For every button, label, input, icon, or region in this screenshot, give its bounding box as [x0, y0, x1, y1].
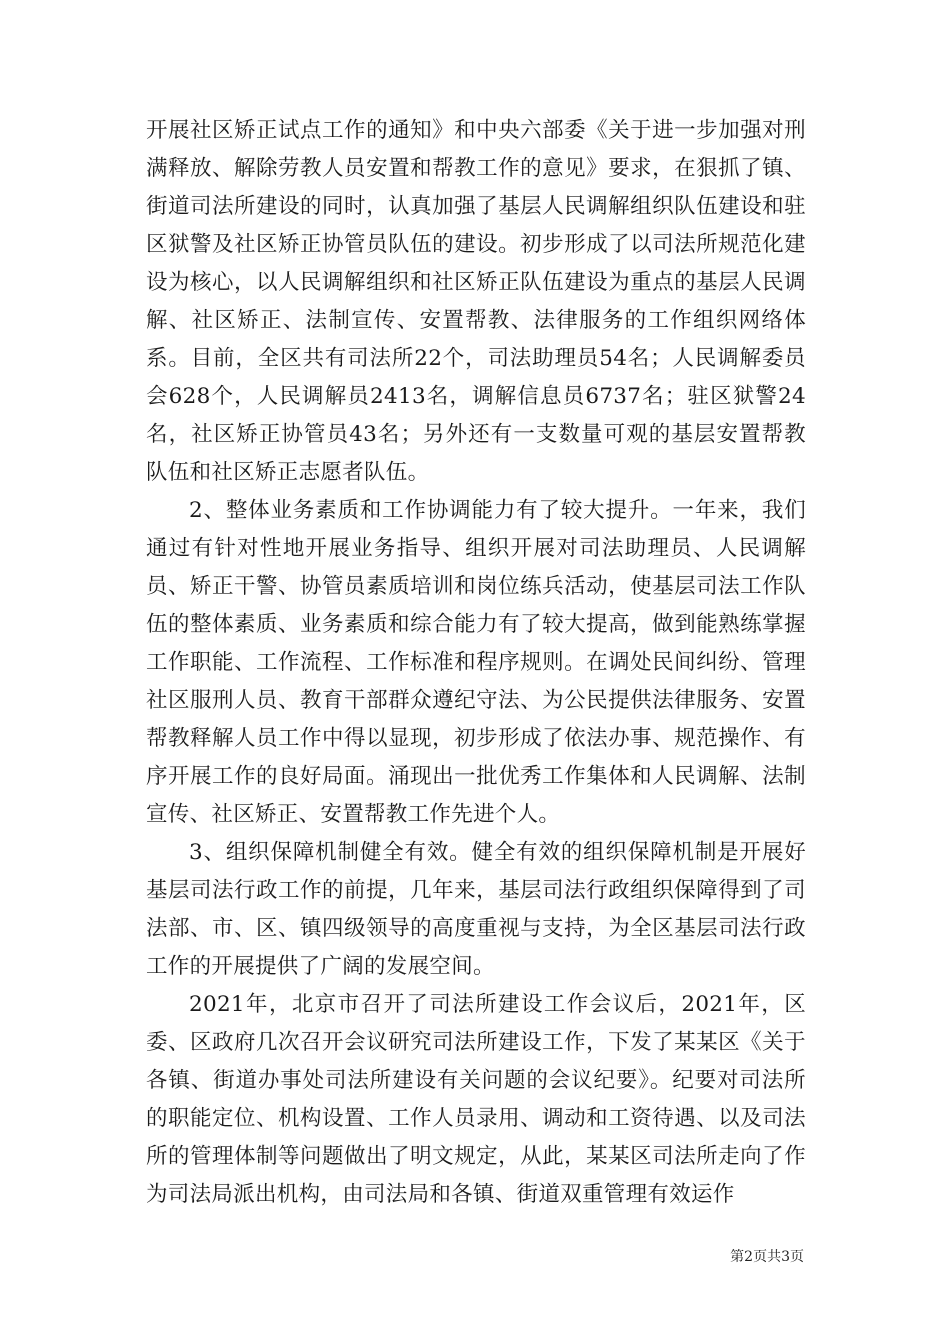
page-number-footer: 第2页共3页 [730, 1249, 804, 1265]
paragraph-point-2: 2、整体业务素质和工作协调能力有了较大提升。一年来，我们通过有针对性地开展业务指导、组织开展对司法助理员、人民调解员、矫正干警、协管员素质培训和岗位练兵活动，使基层司法工作队伍的整体素质、业务素质和综合能力有了较大提高，做到能熟练掌握工作职能、工作流程、工作标准和程序规则。在调处民间纠纷、管理社区服刑人员、教育干部群众遵纪守法、为公民提供法律服务、安置帮教释解人员工作中得以显现，初步形成了依法办事、规范操作、有序开展工作的良好局面。涌现出一批优秀工作集体和人民调解、法制宣传、社区矫正、安置帮教工作先进个人。 [146, 498, 806, 827]
document-body [146, 112, 806, 1214]
paragraph-continuation: 开展社区矫正试点工作的通知》和中央六部委《关于进一步加强对刑满释放、解除劳教人员安置和帮教工作的意见》要求，在狠抓了镇、街道司法所建设的同时，认真加强了基层人民调解组织队伍建设和驻区狱警及社区矫正协管员队伍的建设。初步形成了以司法所规范化建设为核心，以人民调解组织和社区矫正队伍建设为重点的基层人民调解、社区矫正、法制宣传、安置帮教、法律服务的工作组织网络体系。目前，全区共有司法所22个，司法助理员54名；人民调解委员会628个，人民调解员2413名，调解信息员6737名；驻区狱警24名，社区矫正协管员43名；另外还有一支数量可观的基层安置帮教队伍和社区矫正志愿者队伍。 [146, 118, 806, 485]
paragraph-point-3: 3、组织保障机制健全有效。健全有效的组织保障机制是开展好基层司法行政工作的前提，几年来，基层司法行政组织保障得到了司法部、市、区、镇四级领导的高度重视与支持，为全区基层司法行政工作的开展提供了广阔的发展空间。 [146, 840, 806, 979]
paragraph-history-2021: 2021年，北京市召开了司法所建设工作会议后，2021年，区委、区政府几次召开会议研究司法所建设工作，下发了某某区《关于各镇、街道办事处司法所建设有关问题的会议纪要》。纪要对司法所的职能定位、机构设置、工作人员录用、调动和工资待遇、以及司法所的管理体制等问题做出了明文规定，从此，某某区司法所走向了作为司法局派出机构，由司法局和各镇、街道双重管理有效运作 [146, 992, 806, 1207]
